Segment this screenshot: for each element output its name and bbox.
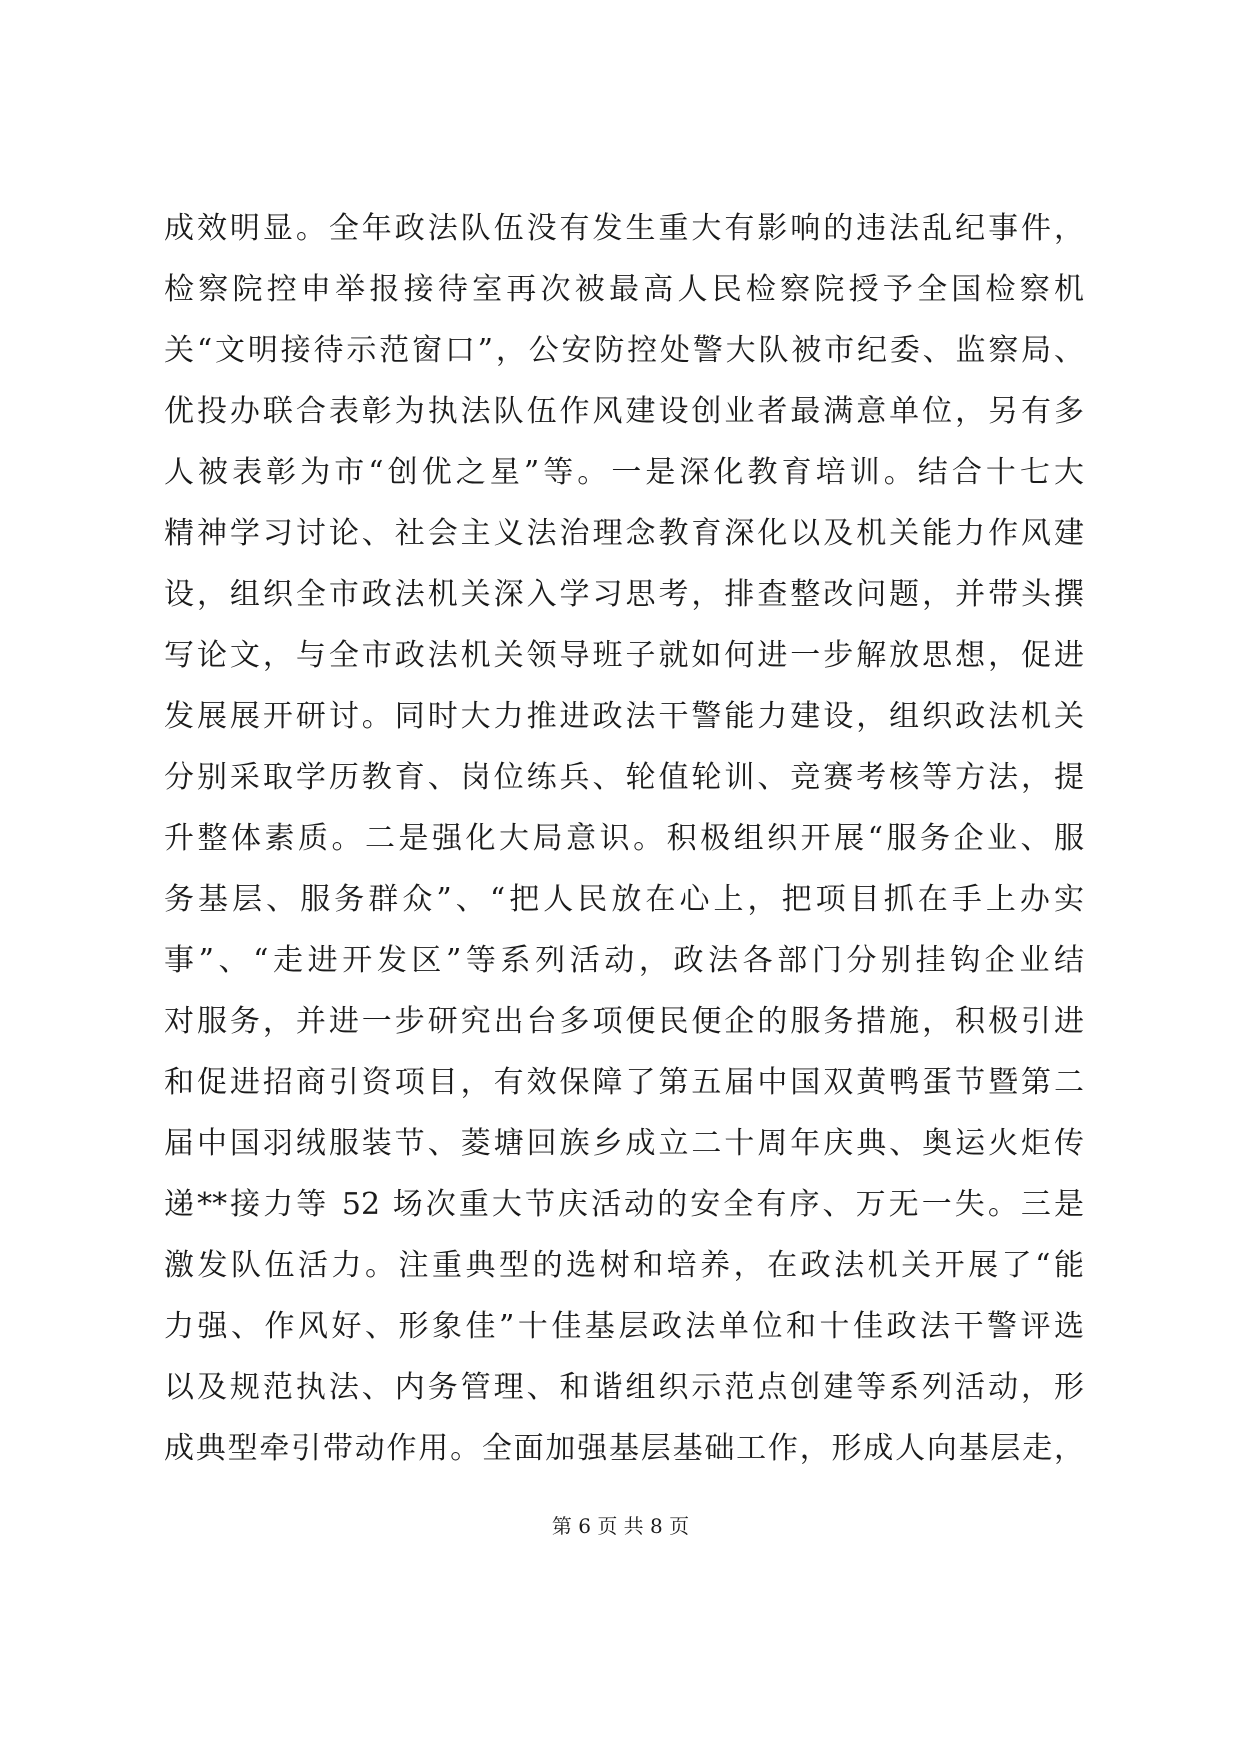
text-line-10: 分别采取学历教育、岗位练兵、轮值轮训、竞赛考核等方法，提 xyxy=(164,760,1084,795)
text-line-12: 务基层、服务群众”、“把人民放在心上，把项目抓在手上办实 xyxy=(164,882,1084,917)
text-line-7: 设，组织全市政法机关深入学习思考，排查整改问题，并带头撰 xyxy=(164,577,1084,612)
text-line-13: 事”、“走进开发区”等系列活动，政法各部门分别挂钩企业结 xyxy=(164,943,1084,978)
text-line-8: 写论文，与全市政法机关领导班子就如何进一步解放思想，促进 xyxy=(164,638,1084,673)
text-line-5: 人被表彰为市“创优之星”等。一是深化教育培训。结合十七大 xyxy=(164,455,1084,490)
text-line-1: 成效明显。全年政法队伍没有发生重大有影响的违法乱纪事件， xyxy=(164,211,1084,246)
text-line-14: 对服务，并进一步研究出台多项便民便企的服务措施，积极引进 xyxy=(164,1004,1084,1039)
text-line-20: 以及规范执法、内务管理、和谐组织示范点创建等系列活动，形 xyxy=(164,1370,1084,1405)
text-line-19: 力强、作风好、形象佳”十佳基层政法单位和十佳政法干警评选 xyxy=(164,1309,1084,1344)
text-line-15: 和促进招商引资项目，有效保障了第五届中国双黄鸭蛋节暨第二 xyxy=(164,1065,1084,1100)
text-line-16: 届中国羽绒服装节、菱塘回族乡成立二十周年庆典、奥运火炬传 xyxy=(164,1126,1084,1161)
text-line-21: 成典型牵引带动作用。全面加强基层基础工作，形成人向基层走， xyxy=(164,1431,1084,1466)
text-line-4: 优投办联合表彰为执法队伍作风建设创业者最满意单位，另有多 xyxy=(164,394,1084,429)
text-line-18: 激发队伍活力。注重典型的选树和培养，在政法机关开展了“能 xyxy=(164,1248,1084,1283)
body-text xyxy=(164,198,1084,1479)
text-line-6: 精神学习讨论、社会主义法治理念教育深化以及机关能力作风建 xyxy=(164,516,1084,551)
text-line-2: 检察院控申举报接待室再次被最高人民检察院授予全国检察机 xyxy=(164,272,1084,307)
text-line-17: 递**接力等 52 场次重大节庆活动的安全有序、万无一失。三是 xyxy=(164,1187,1084,1222)
text-line-9: 发展展开研讨。同时大力推进政法干警能力建设，组织政法机关 xyxy=(164,699,1084,734)
text-line-11: 升整体素质。二是强化大局意识。积极组织开展“服务企业、服 xyxy=(164,821,1084,856)
text-line-3: 关“文明接待示范窗口”，公安防控处警大队被市纪委、监察局、 xyxy=(164,333,1084,368)
page-footer: 第 6 页 共 8 页 xyxy=(551,1514,690,1538)
